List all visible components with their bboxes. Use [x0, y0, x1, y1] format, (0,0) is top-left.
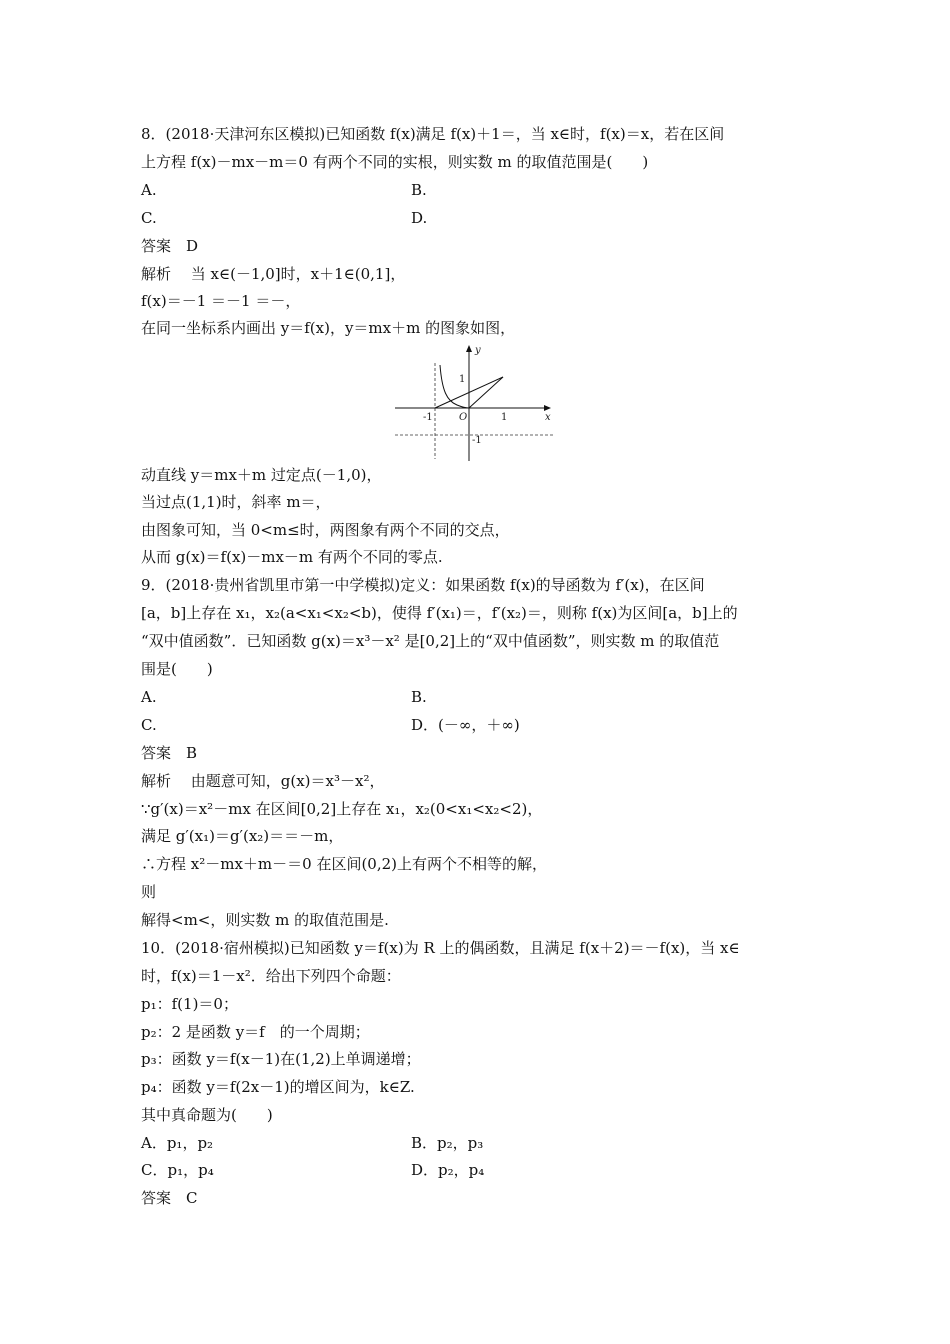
text-line: p₂：2 是函数 y＝f 的一个周期；: [141, 1023, 370, 1041]
option-right: D．(－∞，＋∞): [411, 716, 520, 734]
label-one-x: 1: [501, 412, 508, 423]
text-line: ∵g′(x)＝x²－mx 在区间[0,2]上存在 x₁，x₂(0<x₁<x₂<2)，: [141, 800, 543, 818]
text-line: 由图象可知，当 0<m≤时，两图象有两个不同的交点，: [141, 521, 510, 539]
text-line: 答案 D: [141, 237, 199, 255]
label-origin: O: [459, 412, 468, 423]
text-line: 答案 C: [141, 1189, 198, 1207]
text-line: 解析 由题意可知，g(x)＝x³－x²，: [141, 772, 385, 790]
text-line: 在同一坐标系内画出 y＝f(x)，y＝mx＋m 的图象如图，: [141, 319, 516, 337]
text-line: p₁：f(1)＝0；: [141, 995, 238, 1013]
label-y: y: [475, 345, 481, 356]
text-line: 答案 B: [141, 744, 198, 762]
text-line: p₃：函数 y＝f(x－1)在(1,2)上单调递增；: [141, 1050, 421, 1068]
option-right: D．p₂，p₄: [411, 1161, 485, 1179]
text-line: A.: [141, 181, 157, 199]
text-line: [a，b]上存在 x₁，x₂(a<x₁<x₂<b)，使得 f′(x₁)＝，f′(x₂)＝，则称 f(x)为区间[a，b]上的: [141, 604, 738, 622]
text-line: ∴方程 x²－mx＋m－＝0 在区间(0,2)上有两个不相等的解，: [141, 855, 548, 873]
text-line: 9．(2018·贵州省凯里市第一中学模拟)定义：如果函数 f(x)的导函数为 f′(x)，在区间: [141, 576, 705, 594]
label-neg-one-y: -1: [472, 435, 482, 446]
option-right: B.: [411, 181, 427, 199]
text-line: C．p₁，p₄: [141, 1161, 214, 1179]
text-line: 动直线 y＝mx＋m 过定点(－1,0)，: [141, 466, 382, 484]
text-line: 8．(2018·天津河东区模拟)已知函数 f(x)满足 f(x)＋1＝，当 x∈时，f(x)＝x，若在区间: [141, 125, 725, 143]
text-line: A.: [141, 688, 157, 706]
text-line: 当过点(1,1)时，斜率 m＝，: [141, 493, 331, 511]
text-line: 解析 当 x∈(－1,0]时，x＋1∈(0,1]，: [141, 265, 406, 283]
text-line: 10．(2018·宿州模拟)已知函数 y＝f(x)为 R 上的偶函数，且满足 f(x＋2)＝－f(x)，当 x∈: [141, 939, 740, 957]
text-line: f(x)＝－1 ＝－1 ＝－，: [141, 292, 301, 310]
segment-f-right: [469, 377, 503, 408]
curve-f-left: [440, 365, 469, 408]
x-axis-arrow: [544, 405, 551, 411]
text-line: 解得<m<，则实数 m 的取值范围是.: [141, 911, 389, 929]
text-line: A．p₁，p₂: [141, 1134, 214, 1152]
text-line: “双中值函数”．已知函数 g(x)＝x³－x² 是[0,2]上的“双中值函数”，则实数 m 的取值范: [141, 632, 720, 650]
text-line: 则: [141, 883, 157, 901]
label-neg-one-x: -1: [423, 412, 433, 423]
text-line: C.: [141, 716, 157, 734]
y-axis-arrow: [466, 345, 472, 352]
option-right: B．p₂，p₃: [411, 1134, 484, 1152]
text-line: 时，f(x)＝1－x²．给出下列四个命题：: [141, 967, 401, 985]
label-x: x: [545, 412, 551, 423]
text-line: 满足 g′(x₁)＝g′(x₂)＝＝－m，: [141, 827, 344, 845]
label-one-y: 1: [459, 374, 466, 385]
function-graph: [395, 343, 557, 461]
text-line: 围是( ): [141, 660, 213, 678]
text-line: p₄：函数 y＝f(2x－1)的增区间为，k∈Z.: [141, 1078, 415, 1096]
text-line: 其中真命题为( ): [141, 1106, 273, 1124]
option-right: B.: [411, 688, 427, 706]
text-line: C.: [141, 209, 157, 227]
text-line: 从而 g(x)＝f(x)－mx－m 有两个不同的零点.: [141, 548, 443, 566]
option-right: D.: [411, 209, 428, 227]
text-line: 上方程 f(x)－mx－m＝0 有两个不同的实根，则实数 m 的取值范围是( ): [141, 153, 649, 171]
